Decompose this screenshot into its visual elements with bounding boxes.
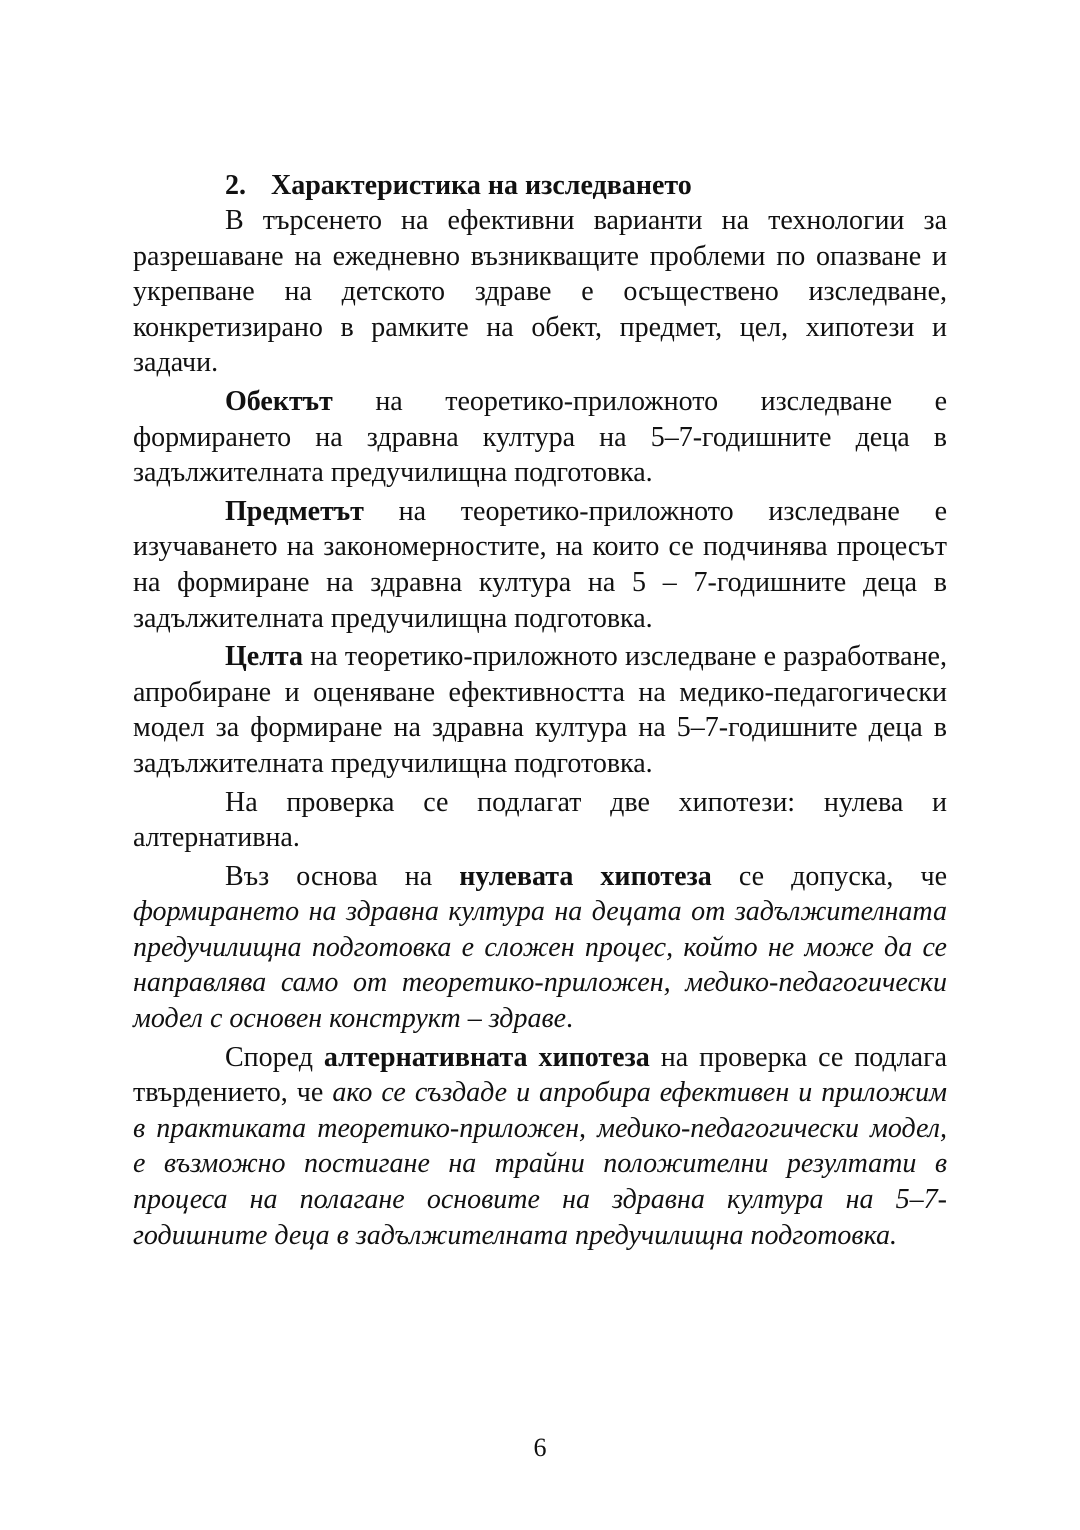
alt-pre: Според bbox=[225, 1041, 324, 1073]
null-hypothesis-paragraph bbox=[133, 859, 947, 1037]
object-text: на теоретико-приложното изследване е формирането на здравна култура на 5–7-годишните деца в задължителната предучилищна подготовка. bbox=[133, 385, 947, 489]
hypotheses-intro-paragraph: На проверка се подлагат две хипотези: нулева и алтернативна. bbox=[133, 786, 947, 854]
goal-text: на теоретико-приложното изследване е разработване, апробиране и оценяване ефективността на медико-педагогически модел за формиране на здравна култура на 5–7-годишните деца в задължителната предучилищна подготовка. bbox=[133, 641, 947, 779]
alternative-hypothesis-statement: ако се създаде и апробира ефективен и приложим в практиката теоретико-приложен, медико-педагогически модел, е възможно постигане на трайни положителни резултати в процеса на полагане основите на здравна култура на 5–7-годишните деца в задължителната предучилищна подготовка. bbox=[133, 1077, 947, 1251]
section-number: 2. bbox=[225, 170, 246, 201]
alt-mid: на проверка се подлага твърдението, че bbox=[133, 1041, 947, 1109]
subject-paragraph bbox=[133, 494, 947, 636]
null-hypothesis-statement: формирането на здравна култура на децата от задължителната предучилищна подготовка е сложен процес, който не може да се направлява само от теоретико-приложен, медико-педагогически модел с основен конструкт – здраве bbox=[133, 896, 947, 1035]
object-label: Обектът bbox=[225, 385, 333, 417]
null-hypothesis-label: нулевата хипотеза bbox=[459, 860, 712, 892]
section-title: Характеристика на изследването bbox=[271, 170, 692, 201]
null-mid: се допуска, че bbox=[711, 860, 947, 892]
intro-paragraph: В търсенето на ефективни варианти на технологии за разрешаване на ежедневно възникващите проблеми по опазване и укрепване на детското здраве е осъществено изследване, конкретизирано в рамките на обект, предмет, цел, хипотези и задачи. bbox=[133, 205, 947, 379]
page-number: 6 bbox=[533, 1433, 547, 1462]
section-heading bbox=[225, 168, 947, 203]
subject-label: Предметът bbox=[225, 495, 364, 527]
null-end: . bbox=[566, 1003, 574, 1035]
goal-label: Целта bbox=[225, 641, 304, 673]
object-paragraph bbox=[133, 384, 947, 491]
null-pre: Въз основа на bbox=[225, 860, 460, 892]
alternative-hypothesis-label: алтернативната хипотеза bbox=[323, 1041, 650, 1073]
subject-text: на теоретико-приложното изследване е изучаването на закономерностите, на които се подчинява процесът на формиране на здравна култура на 5 – 7-годишните деца в задължителната предучилищна подготовка. bbox=[133, 495, 947, 634]
goal-paragraph bbox=[133, 639, 947, 781]
document-body bbox=[133, 168, 947, 1253]
alternative-hypothesis-paragraph bbox=[133, 1040, 947, 1254]
